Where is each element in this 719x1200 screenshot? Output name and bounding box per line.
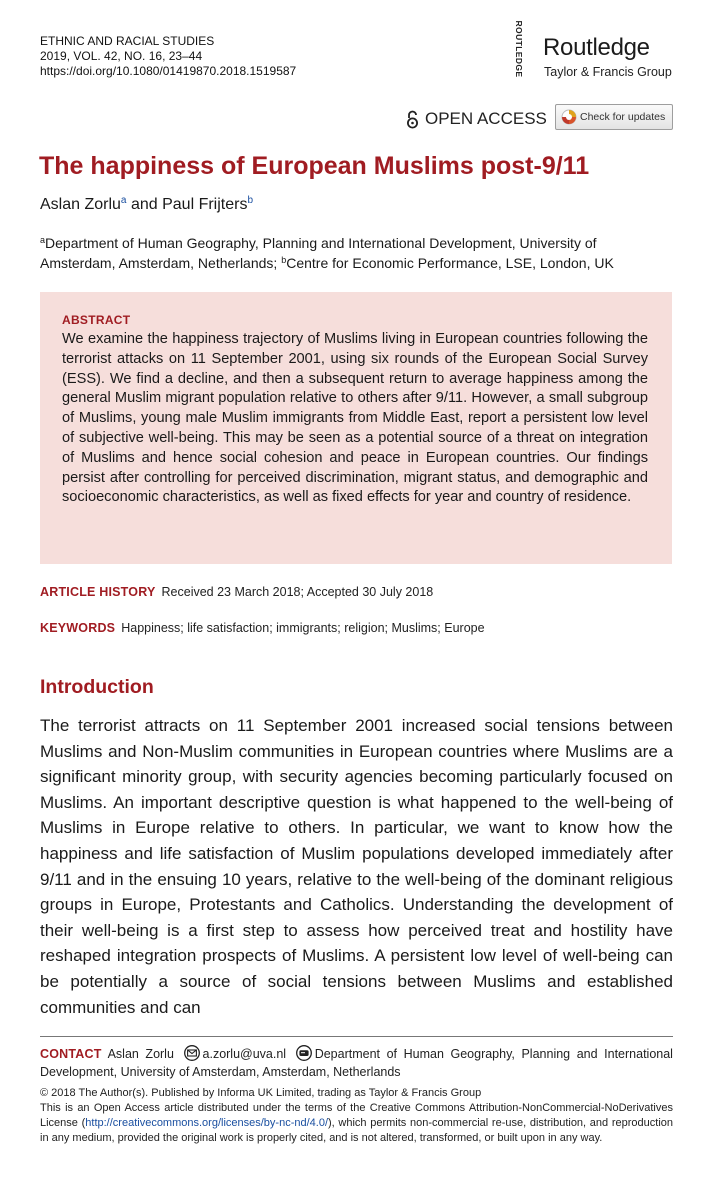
affiliation-text: Department of Human Geography, Planning and International Development, University of Amsterdam, Amsterdam, Netherlands; bbox=[40, 235, 597, 271]
open-access-label: OPEN ACCESS bbox=[425, 109, 547, 128]
introduction-text: The terrorist attracts on 11 September 2001 increased social tensions between Muslims and Non-Muslim communities in European countries where Muslims are a significant minority group, with security agencies becoming particularly focused on Muslims. An important descriptive question is what happened to the well-being of Muslims in Europe relative to others. In particular, we want to know how the happiness and life satisfaction of Muslim populations developed immediately after 9/11 and in the ensuing 10 years, relative to the well-being of the dominant religious groups in Europe, Protestants and Catholics. Understanding the development of their well-being is a first step to assess how perceived treat and hostility have reshaped integration prospects of Muslims. A persistent low level of well-being can be potentially a source of social tensions between Muslims and established communities and can bbox=[40, 716, 673, 1017]
license-url-link[interactable]: http://creativecommons.org/licenses/by-nc-nd/4.0/ bbox=[85, 1117, 329, 1129]
license-text-before: This is an Open Access article distributed under the terms of the Creative Commons Attribution-NonCommercial-NoDerivatives License ( bbox=[40, 1102, 673, 1129]
article-history-label: ARTICLE HISTORY bbox=[40, 585, 156, 599]
contact-address: Department of Human Geography, Planning and International Development, University of Amsterdam, Amsterdam, Netherlands bbox=[40, 1047, 673, 1079]
publisher-group: Taylor & Francis Group bbox=[544, 65, 672, 79]
article-history-text: Received 23 March 2018; Accepted 30 July 2018 bbox=[161, 585, 434, 599]
routledge-vertical-logo bbox=[503, 20, 524, 82]
author-connector: and bbox=[130, 196, 158, 213]
license-notice bbox=[40, 1101, 673, 1146]
check-updates-label: Check for updates bbox=[580, 111, 666, 123]
contact-email-link[interactable]: a.zorlu@uva.nl bbox=[202, 1047, 287, 1061]
journal-name: ETHNIC AND RACIAL STUDIES bbox=[40, 34, 215, 48]
section-heading-introduction: Introduction bbox=[40, 676, 154, 698]
footnote-divider bbox=[40, 1036, 673, 1037]
affiliations bbox=[40, 233, 665, 273]
keywords-label: KEYWORDS bbox=[40, 621, 116, 635]
abstract-heading: ABSTRACT bbox=[62, 313, 131, 327]
publisher-logo bbox=[503, 20, 681, 82]
author-name[interactable]: Aslan Zorlu bbox=[40, 196, 121, 213]
affil-mark: a bbox=[40, 235, 46, 245]
abstract-box bbox=[40, 292, 672, 564]
check-for-updates-button[interactable] bbox=[555, 104, 673, 130]
contact-label: CONTACT bbox=[40, 1047, 102, 1061]
license-text-after: ), which permits non-commercial re-use, distribution, and reproduction in any medium, provided the original work is properly cited, and is not altered, transformed, or built upon in any way. bbox=[40, 1117, 673, 1144]
publisher-name: Routledge bbox=[543, 34, 650, 61]
affiliation-text: Centre for Economic Performance, LSE, London, UK bbox=[286, 255, 614, 271]
affil-mark-link[interactable]: b bbox=[247, 195, 254, 206]
abstract-text: We examine the happiness trajectory of Muslims living in European countries following the terrorist attacks on 11 September 2001, using six rounds of the European Social Survey (ESS). We find a decline, and then a subsequent return to average happiness among the general Muslim migrant population relative to others after 9/11. However, a small subgroup of Muslims, young male Muslim immigrants from Middle East, report a persistent low level of subjective well-being. This may be seen as a potential source of a threat on integration of Muslims and hence social cohesion and peace in European countries. Our findings persist after controlling for perceived discrimination, migrant status, and demographic and socioeconomic characteristics, as well as fixed effects for year and country of residence. bbox=[62, 331, 648, 506]
email-icon bbox=[184, 1045, 200, 1061]
journal-doi[interactable]: https://doi.org/10.1080/01419870.2018.1519587 bbox=[40, 64, 297, 78]
article-history bbox=[40, 584, 433, 600]
author-name[interactable]: Paul Frijters bbox=[162, 196, 248, 213]
check-updates-icon bbox=[561, 109, 577, 125]
journal-info bbox=[40, 34, 296, 79]
contact-name: Aslan Zorlu bbox=[107, 1047, 174, 1061]
affil-mark: b bbox=[281, 255, 287, 265]
open-lock-icon bbox=[405, 110, 420, 129]
copyright-notice: © 2018 The Author(s). Published by Informa UK Limited, trading as Taylor & Francis Group bbox=[40, 1087, 482, 1099]
article-title: The happiness of European Muslims post-9/11 bbox=[39, 152, 590, 180]
logo-vertical-text: ROUTLEDGE bbox=[514, 20, 524, 78]
keywords-text: Happiness; life satisfaction; immigrants; religion; Muslims; Europe bbox=[121, 621, 485, 635]
journal-volume: 2019, VOL. 42, NO. 16, 23–44 bbox=[40, 49, 203, 63]
contact-info bbox=[40, 1045, 673, 1081]
author-list bbox=[40, 194, 253, 216]
keywords bbox=[40, 620, 485, 636]
address-icon bbox=[296, 1045, 312, 1061]
affil-mark-link[interactable]: a bbox=[120, 195, 127, 206]
